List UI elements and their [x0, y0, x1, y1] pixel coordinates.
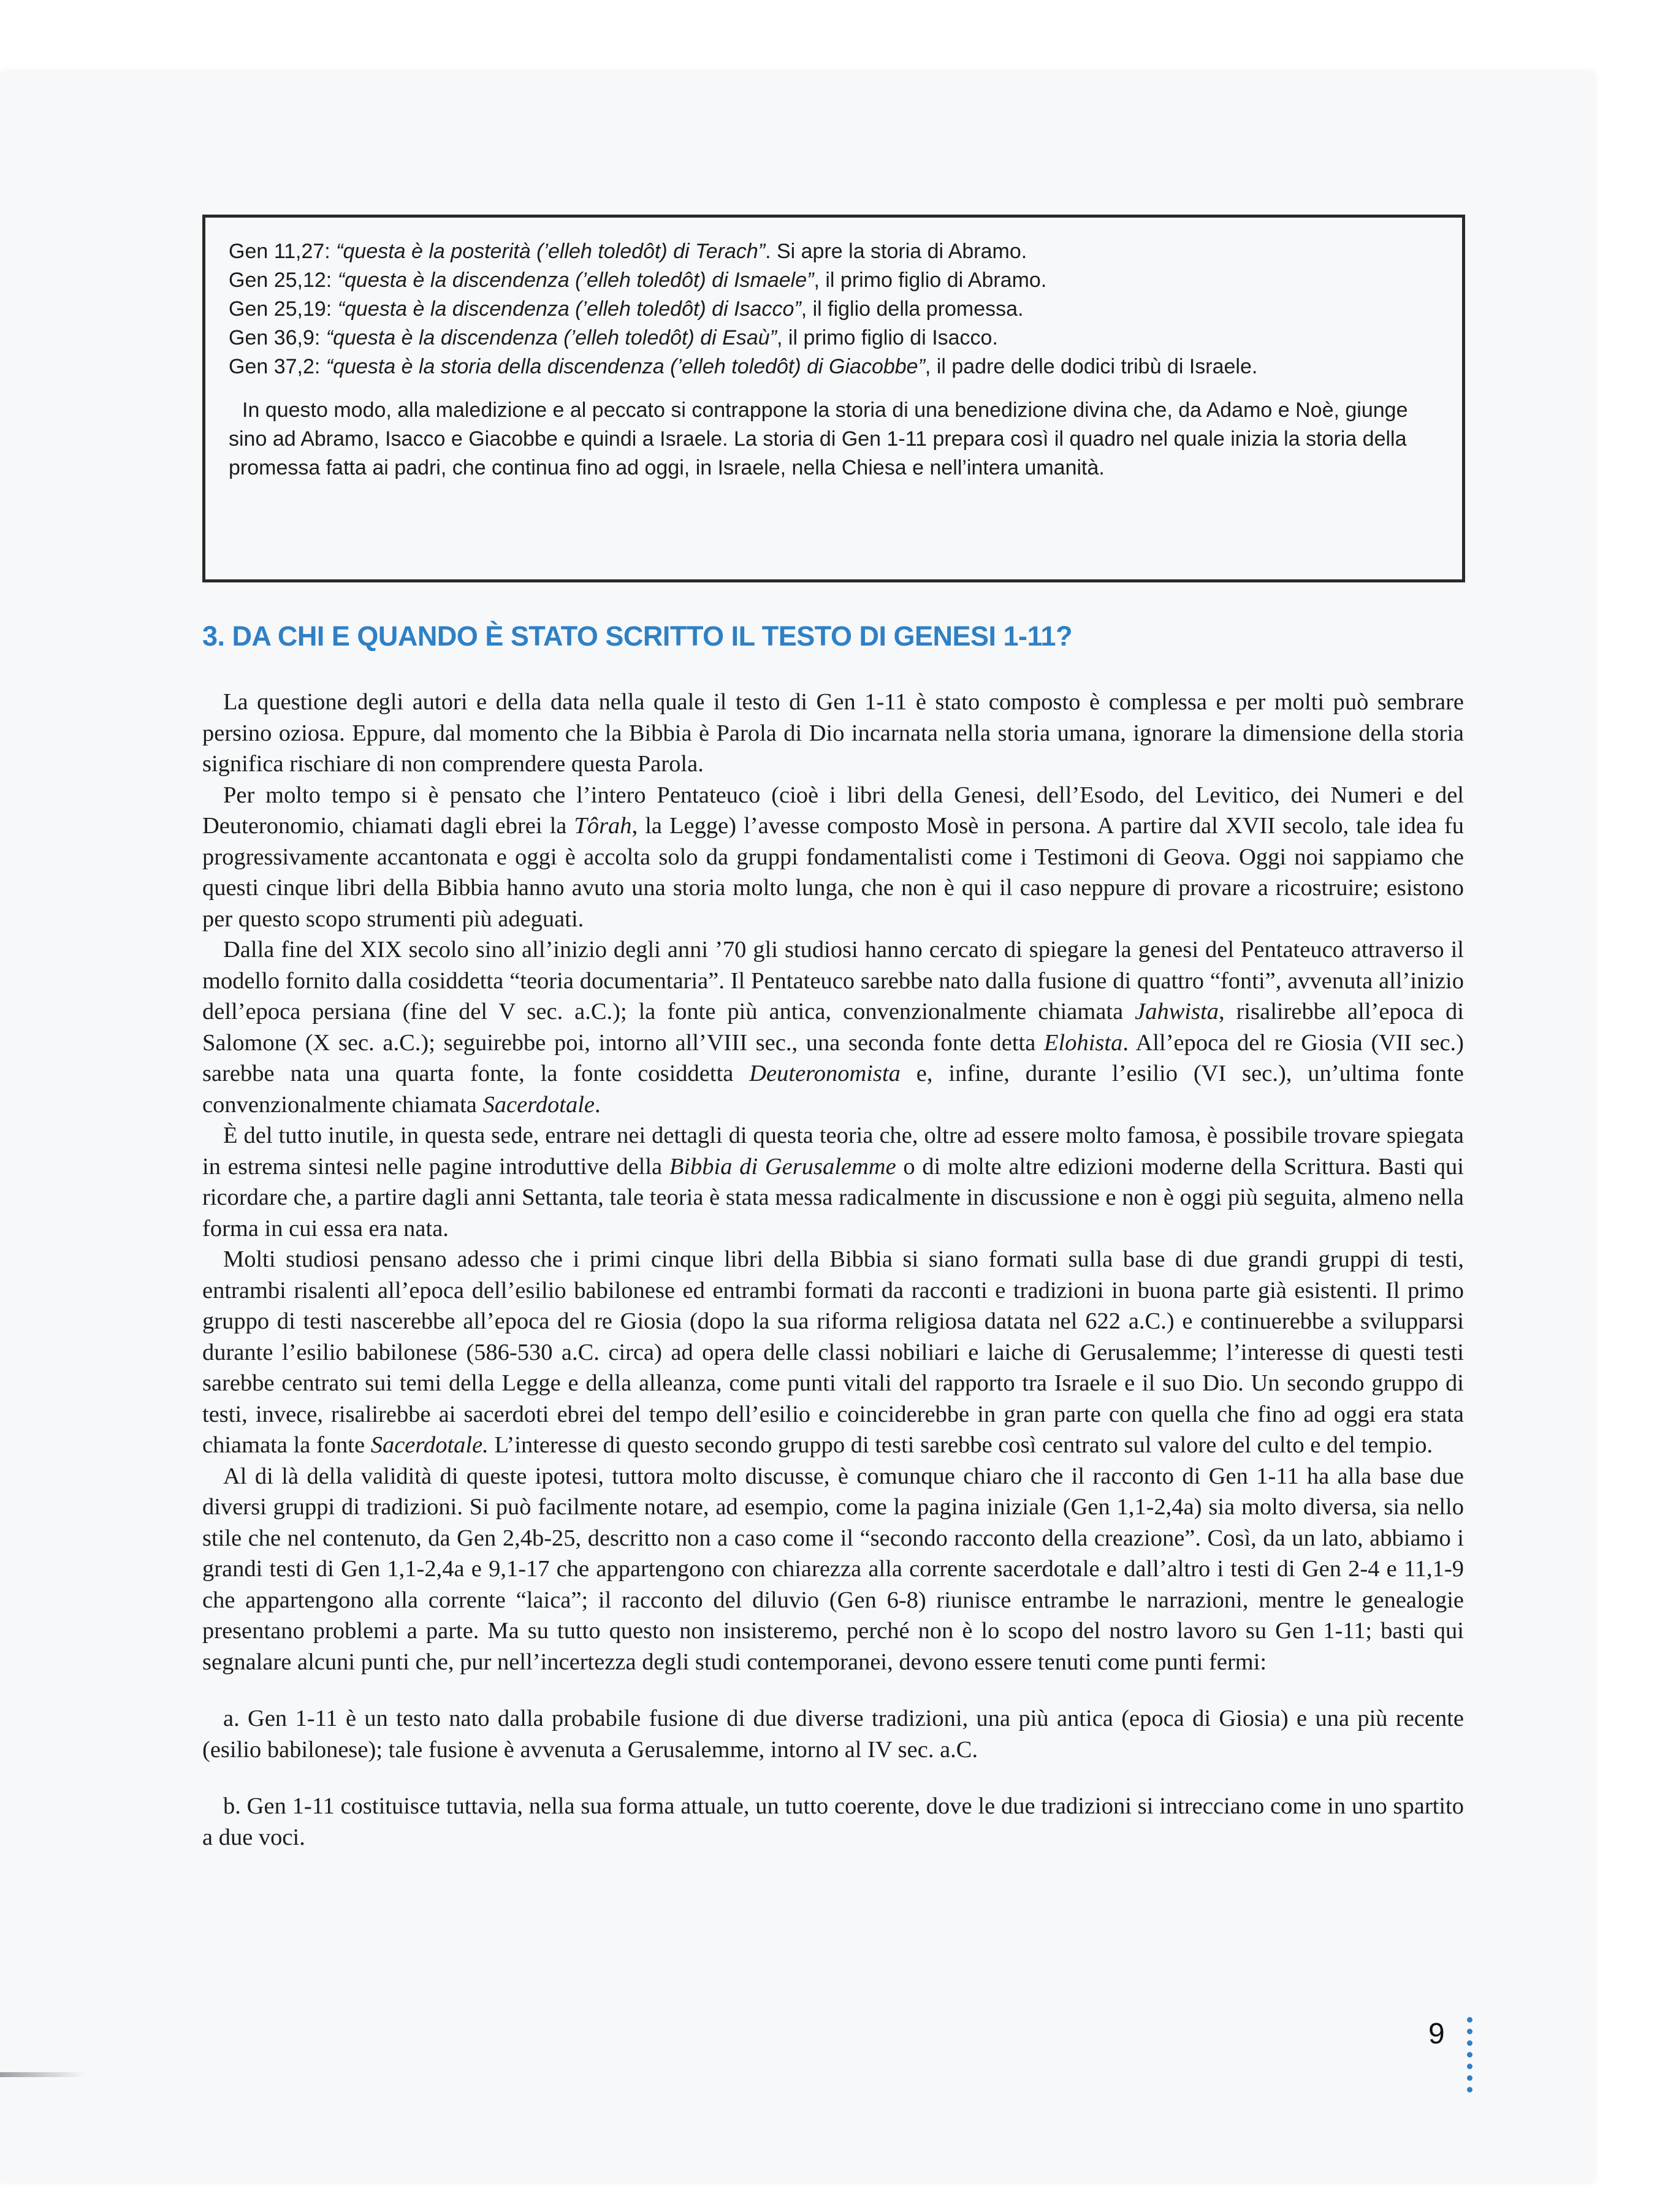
paragraph: La questione degli autori e della data nella quale il testo di Gen 1-11 è stato composto è complessa e per molti può sembrare persino oziosa. Eppure, dal momento che la Bibbia è Parola di Dio incarnata nella storia umana, ignorare la dimensione della storia significa rischiare di non comprendere questa Parola. [202, 689, 1464, 777]
list-item: a. Gen 1-11 è un testo nato dalla probabile fusione di due diverse tradizioni, una più antica (epoca di Giosia) e una più recente (esilio babilonese); tale fusione è avvenuta a Gerusalemme, intorno al IV sec. a.C. [202, 1706, 1464, 1763]
paragraph: Al di là della validità di queste ipotesi, tuttora molto discusse, è comunque chiaro che il racconto di Gen 1-11 ha alla base due diversi gruppi di tradizioni. Si può facilmente notare, ad esempio, come la pagina iniziale (Gen 1,1-2,4a) sia molto diversa, sia nello stile che nel contenuto, da Gen 2,4b-25, descritto non a caso come il “secondo racconto della creazione”. Così, da un lato, abbiamo i grandi testi di Gen 1,1-2,4a e 9,1-17 che appartengono con chiarezza alla corrente sacerdotale e dall’altro i testi di Gen 2-4 e 11,1-9 che appartengono alla corrente “laica”; il racconto del diluvio (Gen 6-8) riunisce entrambe le narrazioni, mentre le genealogie presentano problemi a parte. Ma su tutto questo non insisteremo, perché non è lo scopo del nostro lavoro su Gen 1-11; basti qui segnalare alcuni punti che, pur nell’incertezza degli studi contemporanei, devono essere tenuti come punti fermi: [202, 1463, 1464, 1675]
dot [1467, 2075, 1472, 2081]
page-dots-ornament [1467, 2017, 1476, 2099]
dot [1467, 2052, 1472, 2058]
genealogy-box [202, 215, 1465, 582]
genealogy-line: Gen 25,12: “questa è la discendenza (’elleh toledôt) di Ismaele”, il primo figlio di Abramo. [229, 269, 1047, 292]
dot [1467, 2040, 1472, 2046]
dot [1467, 2029, 1472, 2034]
binding-shadow [0, 2072, 86, 2077]
paragraph: Dalla fine del XIX secolo sino all’inizio degli anni ’70 gli studiosi hanno cercato di spiegare la genesi del Pentateuco attraverso il modello fornito dalla cosiddetta “teoria documentaria”. Il Pentateuco sarebbe nato dalla fusione di quattro “fonti”, avvenuta all’inizio dell’epoca persiana (fine del V sec. a.C.); la fonte più antica, convenzionalmente chiamata Jahwista, risalirebbe all’epoca di Salomone (X sec. a.C.); seguirebbe poi, intorno all’VIII sec., una seconda fonte detta Elohista. All’epoca del re Giosia (VII sec.) sarebbe nata una quarta fonte, la fonte cosiddetta Deuteronomista e, infine, durante l’esilio (VI sec.), un’ultima fonte convenzionalmente chiamata Sacerdotale. [202, 937, 1464, 1118]
dot [1467, 2087, 1472, 2092]
genealogy-line: Gen 36,9: “questa è la discendenza (’elleh toledôt) di Esaù”, il primo figlio di Isacco. [229, 326, 998, 349]
page-number: 9 [1428, 2018, 1445, 2050]
paragraph: Molti studiosi pensano adesso che i primi cinque libri della Bibbia si siano formati sulla base di due grandi gruppi di testi, entrambi risalenti all’epoca dell’esilio babilonese ed entrambi formati da racconti e tradizioni in buona parte già esistenti. Il primo gruppo di testi nascerebbe all’epoca del re Giosia (dopo la sua riforma religiosa datata nel 622 a.C.) e continuerebbe a svilupparsi durante l’esilio babilonese (586-530 a.C. circa) ad opera delle classi nobiliari e laiche di Gerusalemme; l’interesse di questi testi sarebbe centrato sui temi della Legge e della alleanza, come punti vitali del rapporto tra Israele e il suo Dio. Un secondo gruppo di testi, invece, risalirebbe ai sacerdoti ebrei del tempo dell’esilio e coinciderebbe in gran parte con quella che fino ad oggi era stata chiamata la fonte Sacerdotale. L’interesse di questo secondo gruppo di testi sarebbe così centrato sul valore del culto e del tempio. [202, 1246, 1464, 1458]
body-text [202, 687, 1464, 1853]
genealogy-line: Gen 37,2: “questa è la storia della discendenza (’elleh toledôt) di Giacobbe”, il padre delle dodici tribù di Israele. [229, 355, 1258, 378]
box-summary: In questo modo, alla maledizione e al peccato si contrappone la storia di una benedizione divina che, da Adamo e Noè, giunge sino ad Abramo, Isacco e Giacobbe e quindi a Israele. La storia di Gen 1-11 prepara così il quadro nel quale inizia la storia della promessa fatta ai padri, che continua fino ad oggi, in Israele, nella Chiesa e nell’intera umanità. [229, 399, 1408, 479]
genealogy-line: Gen 11,27: “questa è la posterità (’elleh toledôt) di Terach”. Si apre la storia di Abramo. [229, 240, 1027, 263]
section-heading: 3. DA CHI E QUANDO È STATO SCRITTO IL TESTO DI GENESI 1-11? [202, 620, 1073, 652]
dot [1467, 2017, 1472, 2023]
list-item: b. Gen 1-11 costituisce tuttavia, nella sua forma attuale, un tutto coerente, dove le due tradizioni si intrecciano come in uno spartito a due voci. [202, 1793, 1464, 1850]
paragraph: Per molto tempo si è pensato che l’intero Pentateuco (cioè i libri della Genesi, dell’Esodo, del Levitico, dei Numeri e del Deuteronomio, chiamati dagli ebrei la Tôrah, la Legge) l’avesse composto Mosè in persona. A partire dal XVII secolo, tale idea fu progressivamente accantonata e oggi è accolta solo da gruppi fondamentalisti come i Testimoni di Geova. Oggi noi sappiamo che questi cinque libri della Bibbia hanno avuto una storia molto lunga, che non è qui il caso neppure di provare a ricostruire; esistono per questo scopo strumenti più adeguati. [202, 782, 1464, 932]
genealogy-line: Gen 25,19: “questa è la discendenza (’elleh toledôt) di Isacco”, il figlio della promessa. [229, 297, 1024, 321]
dot [1467, 2064, 1472, 2069]
paragraph: È del tutto inutile, in questa sede, entrare nei dettagli di questa teoria che, oltre ad essere molto famosa, è possibile trovare spiegata in estrema sintesi nelle pagine introduttive della Bibbia di Gerusalemme o di molte altre edizioni moderne della Scrittura. Basti qui ricordare che, a partire dagli anni Settanta, tale teoria è stata messa radicalmente in discussione e non è oggi più seguita, almeno nella forma in cui essa era nata. [202, 1123, 1464, 1241]
